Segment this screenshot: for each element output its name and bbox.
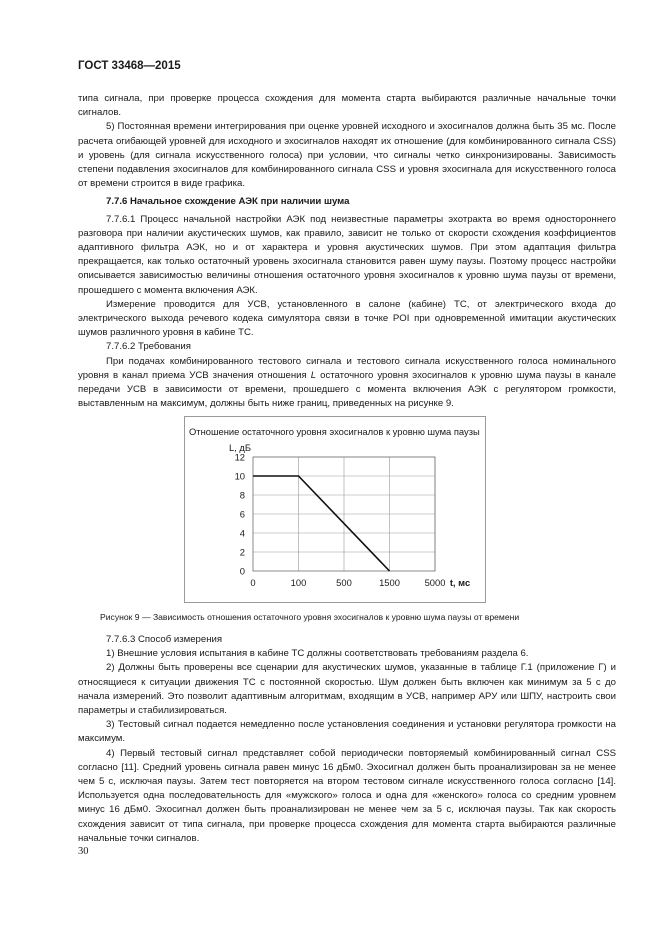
- section-heading: 7.7.6 Начальное схождение АЭК при наличии шума: [106, 196, 350, 208]
- y-axis-label: L, дБ: [229, 442, 252, 453]
- paragraph-part: остаточного уровня эхосигналов к уровню шума паузы в канале передачи УСВ в зависимости от времени, прошедшего с момента включения АЭК с регулятором громкости, выставленным на максимум, должны быть ниже границ, приведенных на рисунке 9.: [78, 369, 616, 410]
- subsection-heading: 7.7.6.2 Требования: [106, 341, 191, 353]
- y-tick-label: 6: [239, 508, 245, 520]
- x-tick-label: 5000: [424, 577, 446, 588]
- paragraph: 5) Постоянная времени интегрирования при оценке уровней исходного и эхосигналов должна быть 35 мс. После расчета огибающей уровней для исходного и эхосигналов находят их отношение (для комбинированного сигнала CSS) и уровень (для сигнала искусственного голоса) при условии, что сигналы четко синхронизированы. Зависимость степени подавления эхосигналов для комбинированного сигнала CSS и уровня эхосигнала для искусственного голоса от времени строится в виде графика.: [78, 121, 616, 190]
- y-tick-label: 12: [234, 451, 245, 463]
- figure-caption: Рисунок 9 — Зависимость отношения остаточного уровня эхосигналов к уровню шума паузы от времени: [100, 612, 520, 622]
- y-tick-label: 2: [239, 546, 245, 558]
- subsection-heading: 7.7.6.3 Способ измерения: [106, 634, 223, 645]
- y-tick-label: 8: [239, 489, 245, 501]
- y-tick-label: 0: [239, 565, 245, 577]
- standard-header: ГОСТ 33468—2015: [78, 60, 181, 72]
- x-tick-label: 0: [250, 577, 256, 588]
- paragraph: 2) Должны быть проверены все сценарии для акустических шумов, указанные в таблице Г.1 (приложение Г) и относящиеся к ситуации движения ТС с постоянной скоростью. Шум должен быть включен как минимум за 5 с до начала измерений. Это позволит адаптивным алгоритмам, входящим в УСВ, например АРУ или ШПУ, настроить свои параметры и стабилизироваться.: [78, 662, 616, 717]
- paragraph-part: При подачах комбинированного тестового сигнала и тестового сигнала искусственного голоса номинального уровня в канал приема УСВ значения отношения: [78, 355, 616, 381]
- y-tick-label: 4: [239, 527, 245, 539]
- paragraph: 3) Тестовый сигнал подается немедленно после установления соединения и установки регулятора громкости на максимум.: [78, 719, 616, 745]
- figure-9: [184, 416, 486, 603]
- paragraph: 7.7.6.1 Процесс начальной настройки АЭК под неизвестные параметры эхотракта во время одностороннего разговора при наличии акустических шумов, как правило, зависит не только от скорости схождения коэффициентов адаптивного фильтра АЭК, но и от характера и уровня акустических шумов. При этом адаптация фильтра прекращается, как только остаточный уровень эхосигнала становится равен шуму паузы. Поэтому процесс настройки описывается зависимостью величины отношения остаточного уровня эхосигналов к уровню шума паузы от времени, прошедшего с момента включения АЭК.: [78, 213, 616, 296]
- variable-l: L: [310, 369, 317, 381]
- paragraph: [78, 355, 616, 412]
- chart-title: Отношение остаточного уровня эхосигналов к уровню шума паузы: [189, 426, 480, 437]
- text-block-bottom: [78, 633, 616, 846]
- x-tick-label: 500: [336, 577, 352, 588]
- x-axis-label: t, мс: [449, 577, 471, 588]
- text-block-top: [78, 92, 616, 411]
- x-tick-label: 1500: [379, 577, 400, 588]
- series-line-limit: [253, 476, 390, 571]
- chart: [185, 417, 485, 602]
- paragraph: Измерение проводится для УСВ, установленного в салоне (кабине) ТС, от электрического входа до электрического выхода речевого кодека симулятора связи в точке POI при одновременной имитации акустических шумов различного уровня в кабине ТС.: [78, 298, 616, 339]
- paragraph: 4) Первый тестовый сигнал представляет собой периодически повторяемый комбинированный сигнал CSS согласно [11]. Средний уровень сигнала равен минус 16 дБм0. Эхосигнал должен быть проанализирован за не менее чем 5 с, исключая паузы. Затем тест повторяется на втором тестовом сигнале искусственного голоса согласно [14]. Используется одна последовательность для «мужского» голоса и одна для «женского» голоса со средним уровнем минус 16 дБм0. Эхосигнал должен быть проанализирован не менее чем за 5 с, исключая паузы. Так как скорость схождения зависит от типа сигнала, при проверке процесса схождения для момента старта выбираются различные начальные точки сигналов.: [78, 747, 616, 844]
- y-tick-label: 10: [234, 470, 245, 482]
- paragraph: типа сигнала, при проверке процесса схождения для момента старта выбираются различные начальные точки сигналов.: [78, 93, 616, 119]
- page-number: 30: [78, 846, 89, 857]
- paragraph: 1) Внешние условия испытания в кабине ТС должны соответствовать требованиям раздела 6.: [106, 648, 529, 660]
- x-tick-label: 100: [290, 577, 307, 588]
